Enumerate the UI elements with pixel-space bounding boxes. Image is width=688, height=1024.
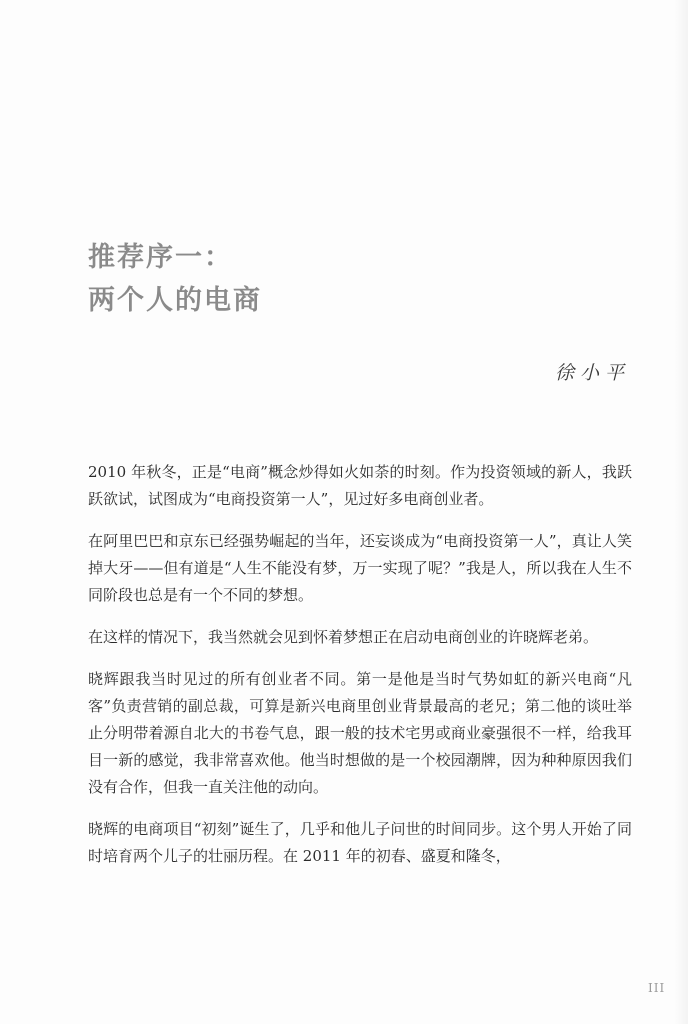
- page-edge-shadow: [674, 0, 688, 1024]
- chapter-heading-line-2: 两个人的电商: [88, 285, 262, 316]
- chapter-heading: [88, 236, 508, 322]
- page-number: III: [648, 981, 666, 995]
- paragraph: 在这样的情况下，我当然就会见到怀着梦想正在启动电商创业的许晓辉老弟。: [88, 628, 599, 646]
- paragraph: 在阿里巴巴和京东已经强势崛起的当年，还妄谈成为“电商投资第一人”，真让人笑掉大牙——但有道是“人生不能没有梦，万一实现了呢？”我是人，所以我在人生不同阶段也总是有一个不同的梦想。: [88, 532, 632, 604]
- paragraph: 2010 年秋冬，正是“电商”概念炒得如火如荼的时刻。作为投资领域的新人，我跃跃欲试，试图成为“电商投资第一人”，见过好多电商创业者。: [88, 463, 632, 508]
- author-signature: 徐小平: [554, 362, 630, 384]
- paragraph: 晓辉跟我当时见过的所有创业者不同。第一是他是当时气势如虹的新兴电商“凡客”负责营销的副总裁，可算是新兴电商里创业背景最高的老兄；第二他的谈吐举止分明带着源自北大的书卷气息，跟一般的技术宅男或商业豪强很不一样，给我耳目一新的感觉，我非常喜欢他。他当时想做的是一个校园潮牌，因为种种原因我们没有合作，但我一直关注他的动向。: [88, 670, 632, 796]
- paragraph: 晓辉的电商项目“初刻”诞生了，几乎和他儿子问世的时间同步。这个男人开始了同时培育两个儿子的壮丽历程。在 2011 年的初春、盛夏和隆冬，: [88, 820, 632, 865]
- body-text: [88, 459, 632, 885]
- chapter-heading-line-1: 推荐序一：: [88, 242, 233, 273]
